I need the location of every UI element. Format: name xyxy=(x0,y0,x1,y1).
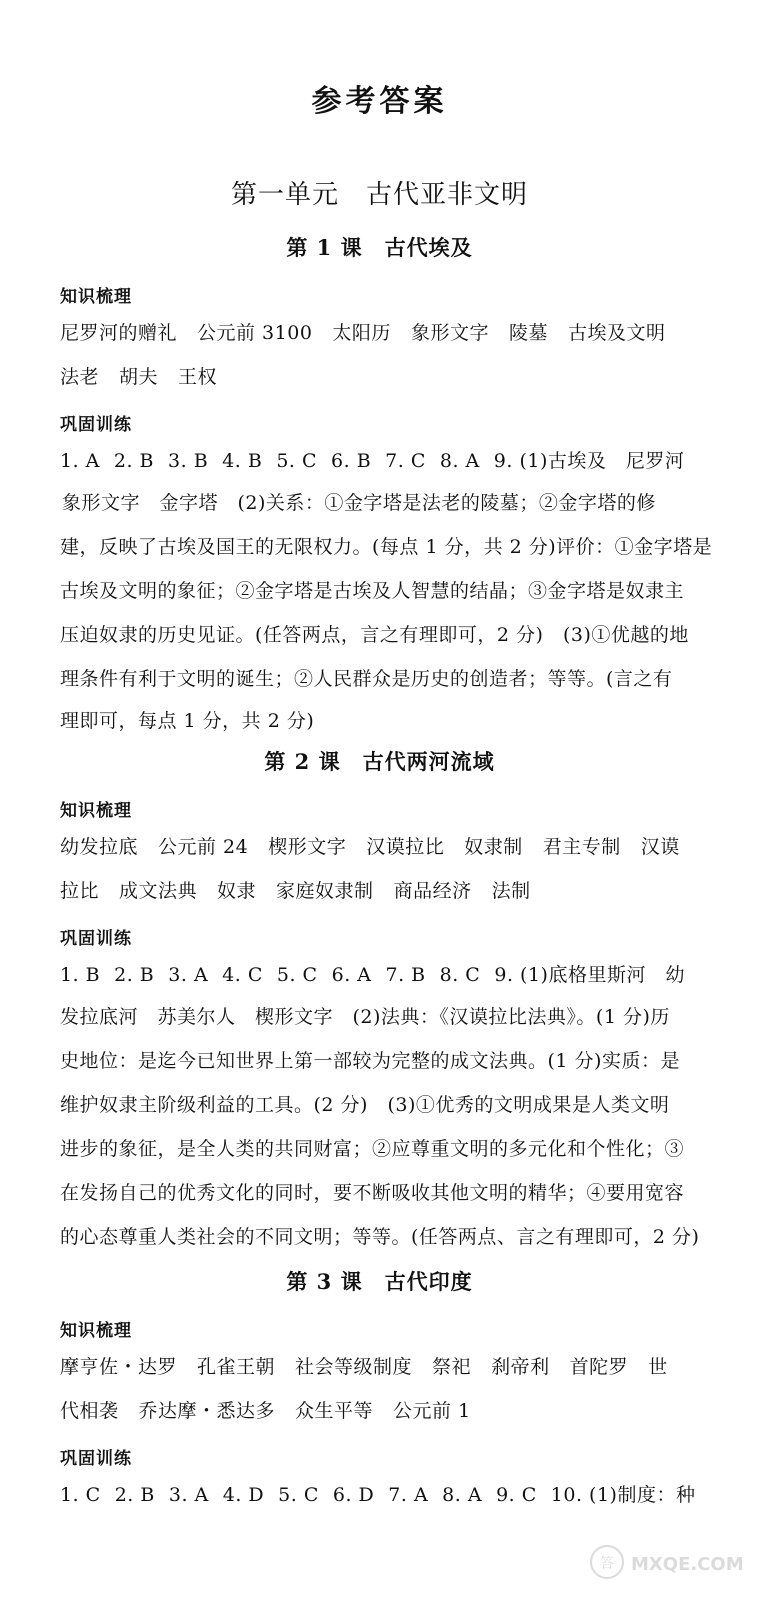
answer-item: 6. B xyxy=(331,450,372,472)
knowledge-item: 刹帝利 xyxy=(491,1356,550,1378)
knowledge-item: 陵墓 xyxy=(508,322,548,344)
lesson-2-answer-text-5: 在发扬自己的优秀文化的同时，要不断吸收其他文明的精华；④要用宽容 xyxy=(60,1182,685,1204)
lesson-1-name: 古代埃及 xyxy=(384,235,473,260)
answer-item: 2. B xyxy=(113,450,155,472)
knowledge-item: 拉比 xyxy=(60,880,100,902)
svg-text:答: 答 xyxy=(600,1556,614,1572)
answer-item: 8. C xyxy=(439,964,481,986)
knowledge-item: 公元前 24 xyxy=(158,836,249,858)
lesson-1-knowledge-heading: 知识梳理 xyxy=(60,287,132,307)
watermark-logo xyxy=(587,1540,747,1586)
knowledge-item: 尼罗河的赠礼 xyxy=(60,322,178,344)
knowledge-item: 家庭奴隶制 xyxy=(276,880,374,902)
knowledge-item: 奴隶 xyxy=(217,880,257,902)
lesson-2-answer-text-3: 维护奴隶主阶级利益的工具。(2 分) (3)①优秀的文明成果是人类文明 xyxy=(60,1094,670,1116)
lesson-2-answer-text-1: 发拉底河 苏美尔人 楔形文字 (2)法典：《汉谟拉比法典》。(1 分)历 xyxy=(60,1006,670,1028)
knowledge-item: 首陀罗 xyxy=(569,1356,629,1378)
answer-item: 1. C xyxy=(60,1484,101,1506)
answer-item: 8. A xyxy=(442,1484,483,1506)
lesson-3-name: 古代印度 xyxy=(384,1269,473,1294)
knowledge-item: 公元前 1 xyxy=(393,1400,471,1422)
answer-item: 3. A xyxy=(168,1484,209,1506)
lesson-3-knowledge-heading: 知识梳理 xyxy=(60,1321,132,1341)
lesson-2-answers-line xyxy=(60,960,719,987)
knowledge-item: 成文法典 xyxy=(119,880,198,902)
knowledge-item: 法老 xyxy=(60,366,100,388)
unit-title: 第一单元 古代亚非文明 xyxy=(230,180,528,210)
knowledge-item: 汉谟拉比 xyxy=(366,836,445,858)
answer-item: 3. B xyxy=(168,450,209,472)
lesson-3-practice-heading: 巩固训练 xyxy=(60,1449,132,1469)
answer-item: 1. B xyxy=(60,964,101,986)
lesson-2-answer-text-2: 史地位：是迄今已知世界上第一部较为完整的成文法典。(1 分)实质：是 xyxy=(60,1050,680,1072)
knowledge-item: 幼发拉底 xyxy=(60,836,139,858)
lesson-3-knowledge-line-2 xyxy=(60,1396,719,1423)
lesson-1-knowledge-line-1 xyxy=(60,318,719,345)
knowledge-item: 世 xyxy=(648,1356,668,1378)
answer-item: 8. A xyxy=(439,450,480,472)
knowledge-item: 太阳历 xyxy=(332,322,391,344)
answer-item: 2. B xyxy=(114,1484,155,1506)
answer-item: 5. C xyxy=(276,964,318,986)
answer-item: 5. C xyxy=(278,1484,319,1506)
knowledge-item: 汉谟 xyxy=(640,836,680,858)
answer-item: 9. C xyxy=(496,1484,537,1506)
lesson-3-answers-line xyxy=(60,1480,719,1507)
lesson-3-title xyxy=(0,1266,759,1296)
answer-item: 10. (1)制度：种 xyxy=(550,1484,696,1506)
knowledge-item: 王权 xyxy=(178,366,218,388)
lesson-3-number: 第 3 课 xyxy=(286,1269,363,1294)
answer-item: 4. D xyxy=(222,1484,265,1506)
knowledge-item: 古埃及文明 xyxy=(567,322,666,344)
lesson-1-answer-text-6: 理即可，每点 1 分，共 2 分) xyxy=(60,710,315,732)
lesson-2-knowledge-line-1 xyxy=(60,832,719,859)
answer-item: 9. (1)古埃及 尼罗河 xyxy=(493,450,685,472)
lesson-1-answer-text-2: 建，反映了古埃及国王的无限权力。(每点 1 分，共 2 分)评价：①金字塔是 xyxy=(60,536,713,558)
knowledge-item: 代相袭 xyxy=(60,1400,119,1422)
answer-item: 6. D xyxy=(332,1484,375,1506)
answer-item: 5. C xyxy=(276,450,318,472)
knowledge-item: 胡夫 xyxy=(119,366,159,388)
lesson-1-answer-text-5: 理条件有利于文明的诞生；②人民群众是历史的创造者；等等。(言之有 xyxy=(60,668,673,690)
knowledge-item: 象形文字 xyxy=(410,322,489,344)
lesson-1-title xyxy=(0,232,759,262)
lesson-1-answers-line xyxy=(60,446,719,473)
knowledge-item: 祭祀 xyxy=(432,1356,472,1378)
lesson-2-number: 第 2 课 xyxy=(264,749,341,774)
lesson-1-answer-text-1: 象形文字 金字塔 (2)关系：①金字塔是法老的陵墓；②金字塔的修 xyxy=(62,492,656,514)
knowledge-item: 楔形文字 xyxy=(268,836,347,858)
lesson-1-answer-text-4: 压迫奴隶的历史见证。(任答两点，言之有理即可，2 分) (3)①优越的地 xyxy=(60,624,689,646)
knowledge-item: 法制 xyxy=(491,880,531,902)
answer-item: 6. A xyxy=(331,964,372,986)
lesson-2-knowledge-line-2 xyxy=(60,876,719,903)
lesson-2-title xyxy=(0,746,759,776)
knowledge-item: 乔达摩・悉达多 xyxy=(138,1400,276,1422)
answer-item: 3. A xyxy=(168,964,209,986)
lesson-2-knowledge-heading: 知识梳理 xyxy=(60,801,132,821)
knowledge-item: 君主专制 xyxy=(542,836,621,858)
svg-text:MXQE.COM: MXQE.COM xyxy=(631,1554,744,1575)
answer-item: 7. B xyxy=(385,964,426,986)
answer-item: 2. B xyxy=(114,964,155,986)
answer-item: 7. A xyxy=(388,1484,429,1506)
knowledge-item: 孔雀王朝 xyxy=(197,1356,276,1378)
answer-item: 4. C xyxy=(222,964,263,986)
answer-item: 7. C xyxy=(385,450,426,472)
knowledge-item: 商品经济 xyxy=(393,880,472,902)
knowledge-item: 奴隶制 xyxy=(464,836,523,858)
lesson-2-answer-text-6: 的心态尊重人类社会的不同文明；等等。(任答两点、言之有理即可，2 分) xyxy=(60,1226,700,1248)
lesson-1-number: 第 1 课 xyxy=(286,235,363,260)
answer-item: 9. (1)底格里斯河 幼 xyxy=(494,964,685,986)
lesson-2-name: 古代两河流域 xyxy=(362,749,495,774)
knowledge-item: 社会等级制度 xyxy=(295,1356,413,1378)
lesson-1-knowledge-line-2 xyxy=(60,362,719,389)
lesson-2-answer-text-4: 进步的象征，是全人类的共同财富；②应尊重文明的多元化和个性化；③ xyxy=(60,1138,685,1160)
knowledge-item: 公元前 3100 xyxy=(197,322,313,344)
answer-item: 1. A xyxy=(60,450,100,472)
lesson-1-practice-heading: 巩固训练 xyxy=(60,415,132,435)
answer-item: 4. B xyxy=(222,450,263,472)
lesson-2-practice-heading: 巩固训练 xyxy=(60,929,132,949)
knowledge-item: 摩亨佐・达罗 xyxy=(60,1356,178,1378)
lesson-3-knowledge-line-1 xyxy=(60,1352,719,1379)
lesson-1-answer-text-3: 古埃及文明的象征；②金字塔是古埃及人智慧的结晶；③金字塔是奴隶主 xyxy=(60,580,685,602)
page-title: 参考答案 xyxy=(311,84,448,119)
knowledge-item: 众生平等 xyxy=(295,1400,374,1422)
